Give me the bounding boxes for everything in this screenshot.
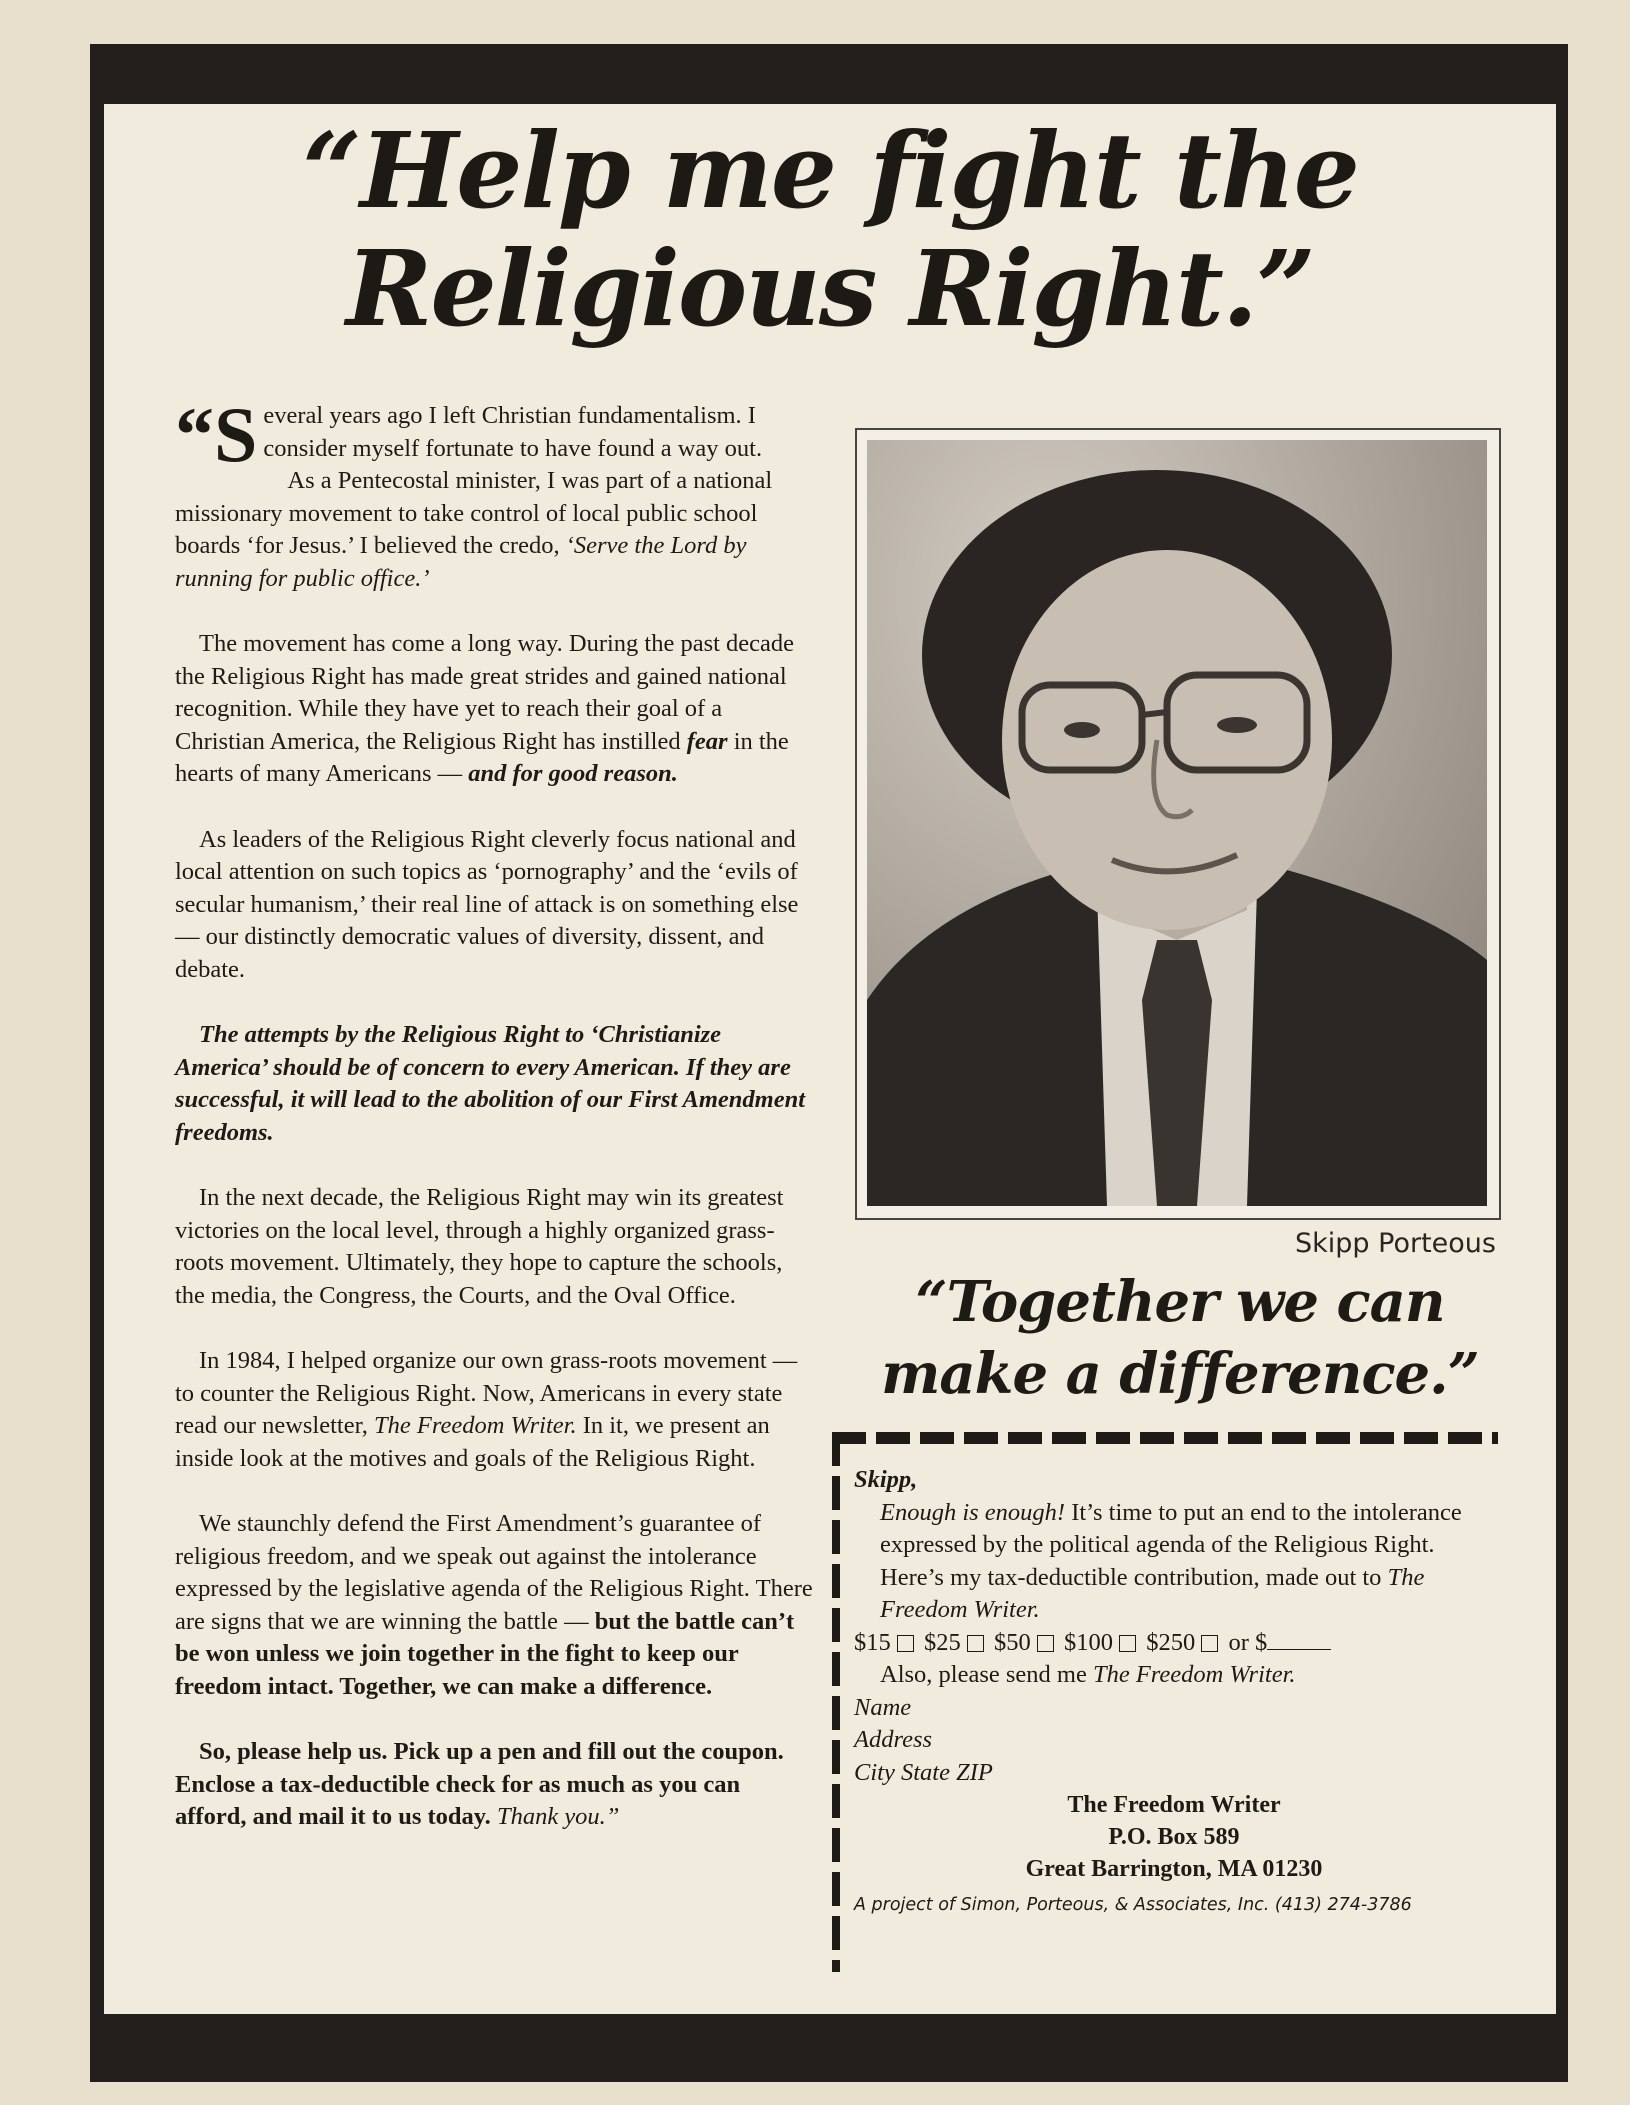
paragraph-2-text: As a Pentecostal minister, I was part of a national missionary movement to take control of local public school boards ‘for Jesus.’ I believed the credo, [175, 467, 773, 559]
paragraph-5 [175, 1019, 815, 1149]
coupon-intro [854, 1497, 1494, 1627]
coupon-salutation: Skipp, [854, 1466, 918, 1493]
amount-250-checkbox[interactable] [1201, 1635, 1218, 1652]
paragraph-5-text: The attempts by the Religious Right to ‘Christianize America’ should be of concern to every American. If they are successful, it will lead to the abolition of our First Amendment freedoms. [175, 1021, 806, 1146]
newsletter-title: The Freedom Writer. [374, 1412, 577, 1439]
amount-options [854, 1627, 1494, 1660]
paragraph-6 [175, 1182, 815, 1312]
paragraph-3 [175, 628, 815, 791]
po-box: P.O. Box 589 [1108, 1824, 1240, 1850]
paragraph-7 [175, 1345, 815, 1475]
amount-50-checkbox[interactable] [1037, 1635, 1054, 1652]
project-credit: A project of Simon, Porteous, & Associates, Inc. (413) 274-3786 [854, 1895, 1412, 1915]
article-column [175, 391, 815, 1867]
paragraph-3-fear: fear [686, 727, 728, 755]
amount-other-label: or $ [1228, 1628, 1268, 1656]
amount-100[interactable] [1064, 1629, 1140, 1656]
headline [104, 109, 1556, 350]
coupon-body [854, 1464, 1494, 1922]
headline-line-1: “Help me fight the [302, 109, 1358, 232]
name-field-row [854, 1692, 1494, 1725]
donation-coupon [832, 1432, 1498, 1972]
paragraph-7-text: In 1984, I helped organize our own grass-roots movement — to counter the Religious Right. Now, Americans in every state read our newsletter, [175, 1347, 798, 1439]
newsletter-request-title: The Freedom Writer. [1092, 1661, 1296, 1688]
amount-50-label: $50 [994, 1628, 1031, 1656]
amount-250[interactable] [1146, 1629, 1222, 1656]
tagline-line-1: “Together we can [915, 1269, 1445, 1335]
newsletter-request [854, 1659, 1494, 1692]
photo-caption: Skipp Porteous [1295, 1228, 1496, 1259]
city-state: Great Barrington, MA 01230 [1025, 1856, 1323, 1882]
amount-25-label: $25 [924, 1628, 961, 1656]
paragraph-8-text: We staunchly defend the First Amendment’s guarantee of religious freedom, and we speak out against the intolerance expressed by the legislative agenda of the Religious Right. There are signs that we are winning the battle — [175, 1510, 813, 1635]
paragraph-8 [175, 1508, 815, 1703]
paragraph-9-thanks: Thank you.” [496, 1803, 620, 1830]
amount-other-field[interactable] [1267, 1629, 1331, 1650]
amount-100-label: $100 [1064, 1628, 1113, 1656]
paragraph-3-text: The movement has come a long way. During the past decade the Religious Right has made great strides and gained national recognition. While they have yet to reach their goal of a Christian America, the Religious Right has instilled [175, 630, 795, 755]
paragraph-1 [175, 391, 815, 478]
mailing-address [854, 1789, 1494, 1885]
city-state-zip-row [854, 1757, 1494, 1790]
portrait-illustration [867, 440, 1487, 1206]
address-label: Address [854, 1726, 933, 1753]
paragraph-1-text: everal years ago I left Christian fundamentalism. I consider myself fortunate to have found a way out. [263, 402, 763, 462]
portrait-photo [867, 440, 1487, 1206]
paragraph-9-text: So, please help us. Pick up a pen and fill out the coupon. Enclose a tax-deductible check for as much as you can afford, and mail it to us today. [175, 1738, 784, 1830]
paragraph-3-emphasis: and for good reason. [468, 760, 678, 787]
amount-15[interactable] [854, 1629, 918, 1656]
coupon-intro-emphasis: Enough is enough! [880, 1498, 1066, 1526]
amount-100-checkbox[interactable] [1119, 1635, 1136, 1652]
city-label: City [854, 1758, 895, 1786]
portrait-frame [855, 428, 1501, 1220]
newsletter-request-text: Also, please send me [880, 1661, 1093, 1688]
paragraph-8-emphasis: but the battle can’t be won unless we join together in the fight to keep our freedom intact. Together, we can make a difference. [175, 1607, 795, 1700]
amount-250-label: $250 [1146, 1628, 1196, 1656]
headline-line-2: Religious Right.” [346, 227, 1314, 350]
zip-label: ZIP [956, 1758, 993, 1786]
coupon-intro-title: The Freedom Writer. [880, 1563, 1425, 1623]
coupon-dashed-border-top [832, 1432, 1498, 1444]
paragraph-2-credo: ‘Serve the Lord by running for public office.’ [175, 532, 747, 592]
paragraph-2 [175, 465, 815, 595]
name-label: Name [854, 1693, 912, 1721]
amount-25[interactable] [924, 1629, 988, 1656]
state-label: State [900, 1758, 950, 1786]
tagline [860, 1266, 1500, 1410]
amount-25-checkbox[interactable] [967, 1635, 984, 1652]
amount-15-label: $15 [854, 1628, 891, 1656]
amount-50[interactable] [994, 1629, 1058, 1656]
amount-15-checkbox[interactable] [897, 1635, 914, 1652]
coupon-intro-text: It’s time to put an end to the intolerance expressed by the political agenda of the Religious Right. Here’s my tax-deductible contribution, made out to [880, 1498, 1462, 1591]
org-name: The Freedom Writer [1067, 1792, 1281, 1818]
address-field-row [854, 1724, 1494, 1757]
tagline-line-2: make a difference.” [881, 1341, 1479, 1407]
drop-cap: “S [175, 391, 258, 478]
paragraph-3-text-2: in the hearts of many Americans — [175, 727, 789, 787]
paragraph-4-text: As leaders of the Religious Right cleverly focus national and local attention on such topics as ‘pornography’ and the ‘evils of secular humanism,’ their real line of attack is on something else — our distinctly democratic values of diversity, dissent, and debate. [175, 825, 799, 983]
paragraph-4 [175, 824, 815, 987]
paragraph-7-text-2: In it, we present an inside look at the motives and goals of the Religious Right. [175, 1412, 770, 1472]
paragraph-9 [175, 1736, 815, 1834]
paragraph-6-text: In the next decade, the Religious Right may win its greatest victories on the local level, through a highly organized grass-roots movement. Ultimately, they hope to capture the schools, the media, the Congress, the Courts, and the Oval Office. [175, 1184, 784, 1309]
coupon-dashed-border-left [832, 1432, 840, 1972]
